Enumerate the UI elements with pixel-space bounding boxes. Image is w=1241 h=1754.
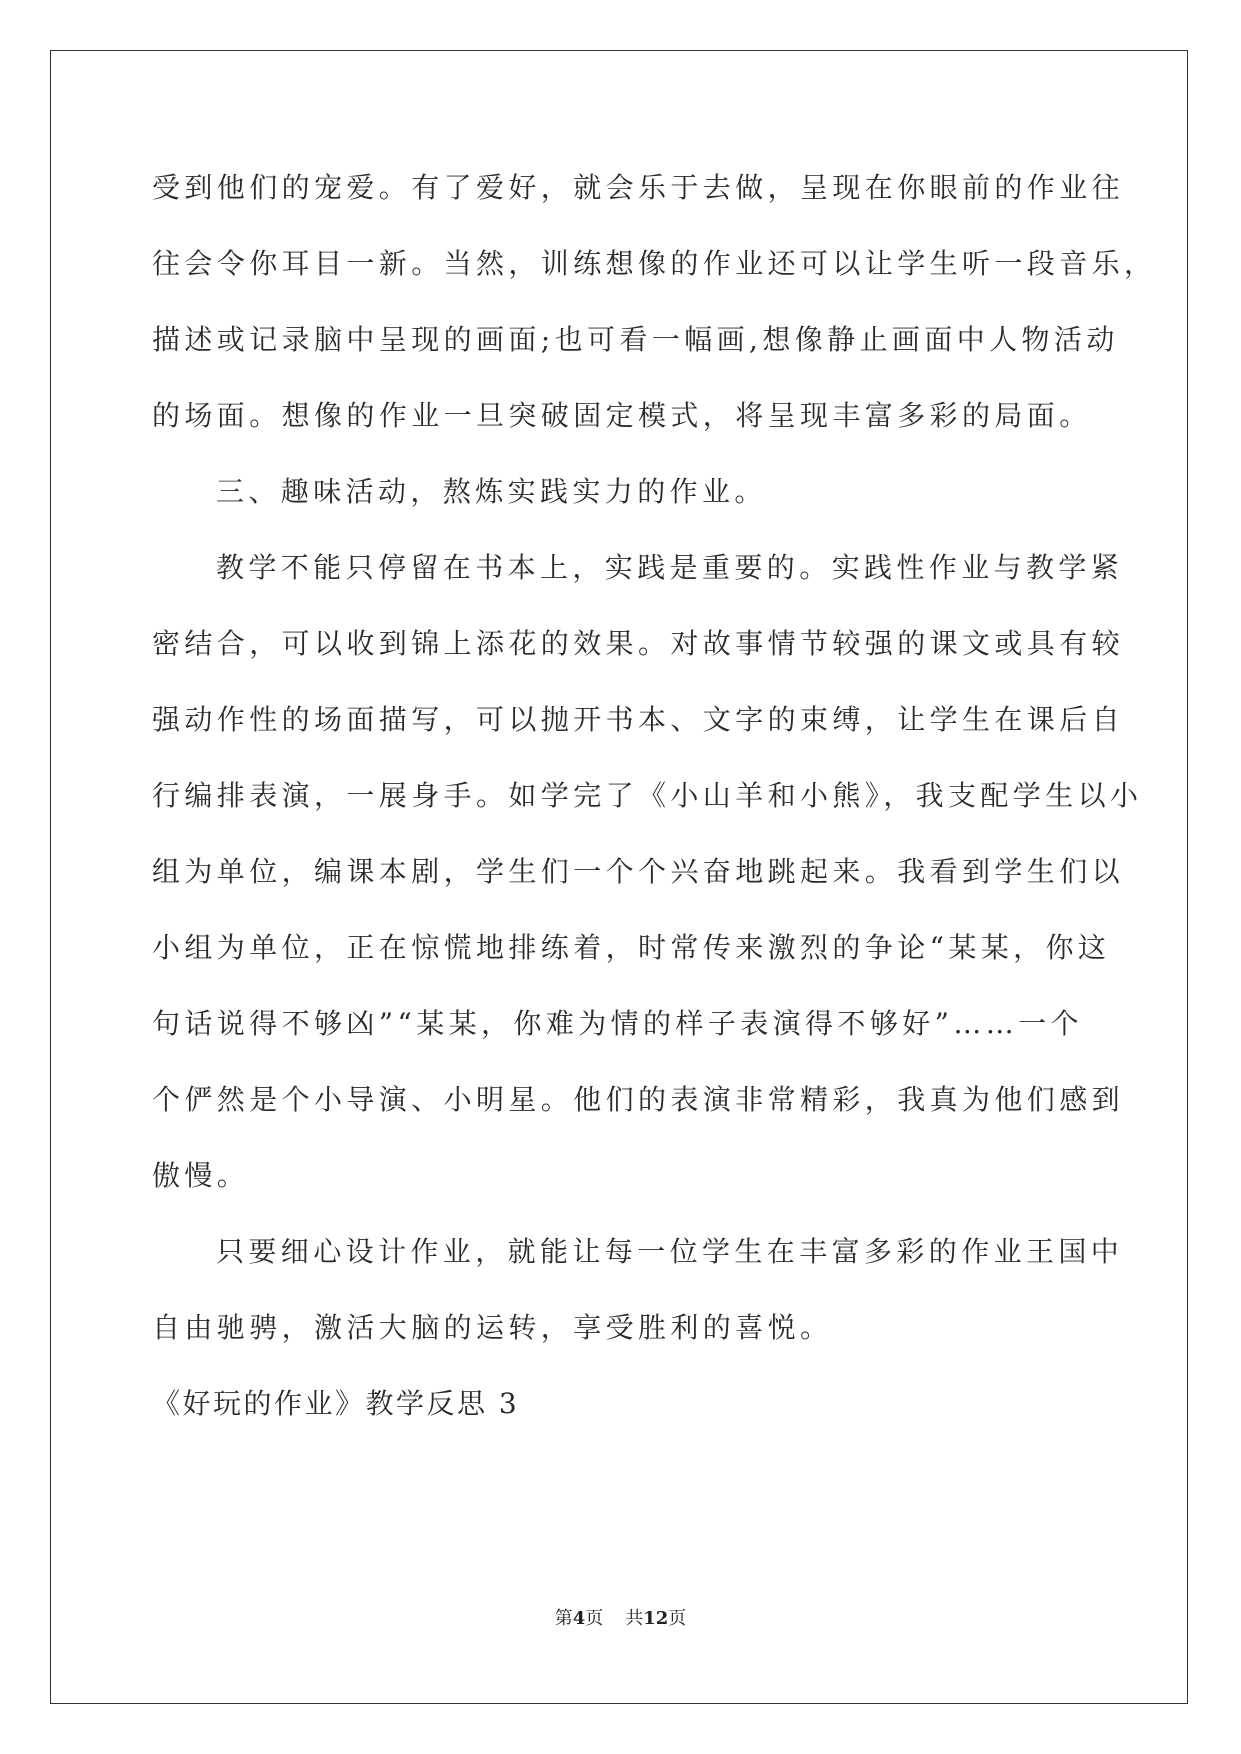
paragraph-line: 密结合，可以收到锦上添花的效果。对故事情节较强的课文或具有较 <box>152 627 1125 660</box>
paragraph-line: 句话说得不够凶”“某某，你难为情的样子表演得不够好”……一个 <box>152 1007 1083 1040</box>
total-pages: 12 <box>643 1608 669 1629</box>
paragraph-line: 强动作性的场面描写，可以抛开书本、文字的束缚，让学生在课后自 <box>152 703 1125 736</box>
paragraph-line: 行编排表演，一展身手。如学完了《小山羊和小熊》，我支配学生以小 <box>152 779 1143 812</box>
article-title: 《好玩的作业》教学反思 3 <box>152 1387 520 1420</box>
paragraph-line: 个俨然是个小导演、小明星。他们的表演非常精彩，我真为他们感到 <box>152 1083 1125 1116</box>
page-number: 4 <box>572 1608 586 1629</box>
total-prefix: 共 <box>625 1608 644 1629</box>
paragraph-line: 往会令你耳目一新。当然，训练想像的作业还可以让学生听一段音乐， <box>152 247 1157 280</box>
paragraph-line: 受到他们的宠爱。有了爱好，就会乐于去做，呈现在你眼前的作业往 <box>152 171 1125 204</box>
page-suffix: 页 <box>585 1608 604 1629</box>
paragraph-line: 傲慢。 <box>152 1159 250 1192</box>
page-footer <box>0 1607 1241 1631</box>
paragraph-line: 描述或记录脑中呈现的画面;也可看一幅画,想像静止画面中人物活动 <box>152 323 1119 356</box>
total-suffix: 页 <box>668 1608 687 1629</box>
page-prefix: 第 <box>554 1608 573 1629</box>
paragraph-line: 小组为单位，正在惊慌地排练着，时常传来激烈的争论“某某，你这 <box>152 931 1111 964</box>
paragraph-line: 教学不能只停留在书本上，实践是重要的。实践性作业与教学紧 <box>216 551 1124 584</box>
paragraph-line: 只要细心设计作业，就能让每一位学生在丰富多彩的作业王国中 <box>216 1235 1124 1268</box>
paragraph-line: 自由驰骋，激活大脑的运转，享受胜利的喜悦。 <box>152 1311 833 1344</box>
paragraph-line: 的场面。想像的作业一旦突破固定模式，将呈现丰富多彩的局面。 <box>152 399 1092 432</box>
paragraph-line: 组为单位，编课本剧，学生们一个个兴奋地跳起来。我看到学生们以 <box>152 855 1125 888</box>
section-heading: 三、趣味活动，熬炼实践实力的作业。 <box>216 475 767 508</box>
